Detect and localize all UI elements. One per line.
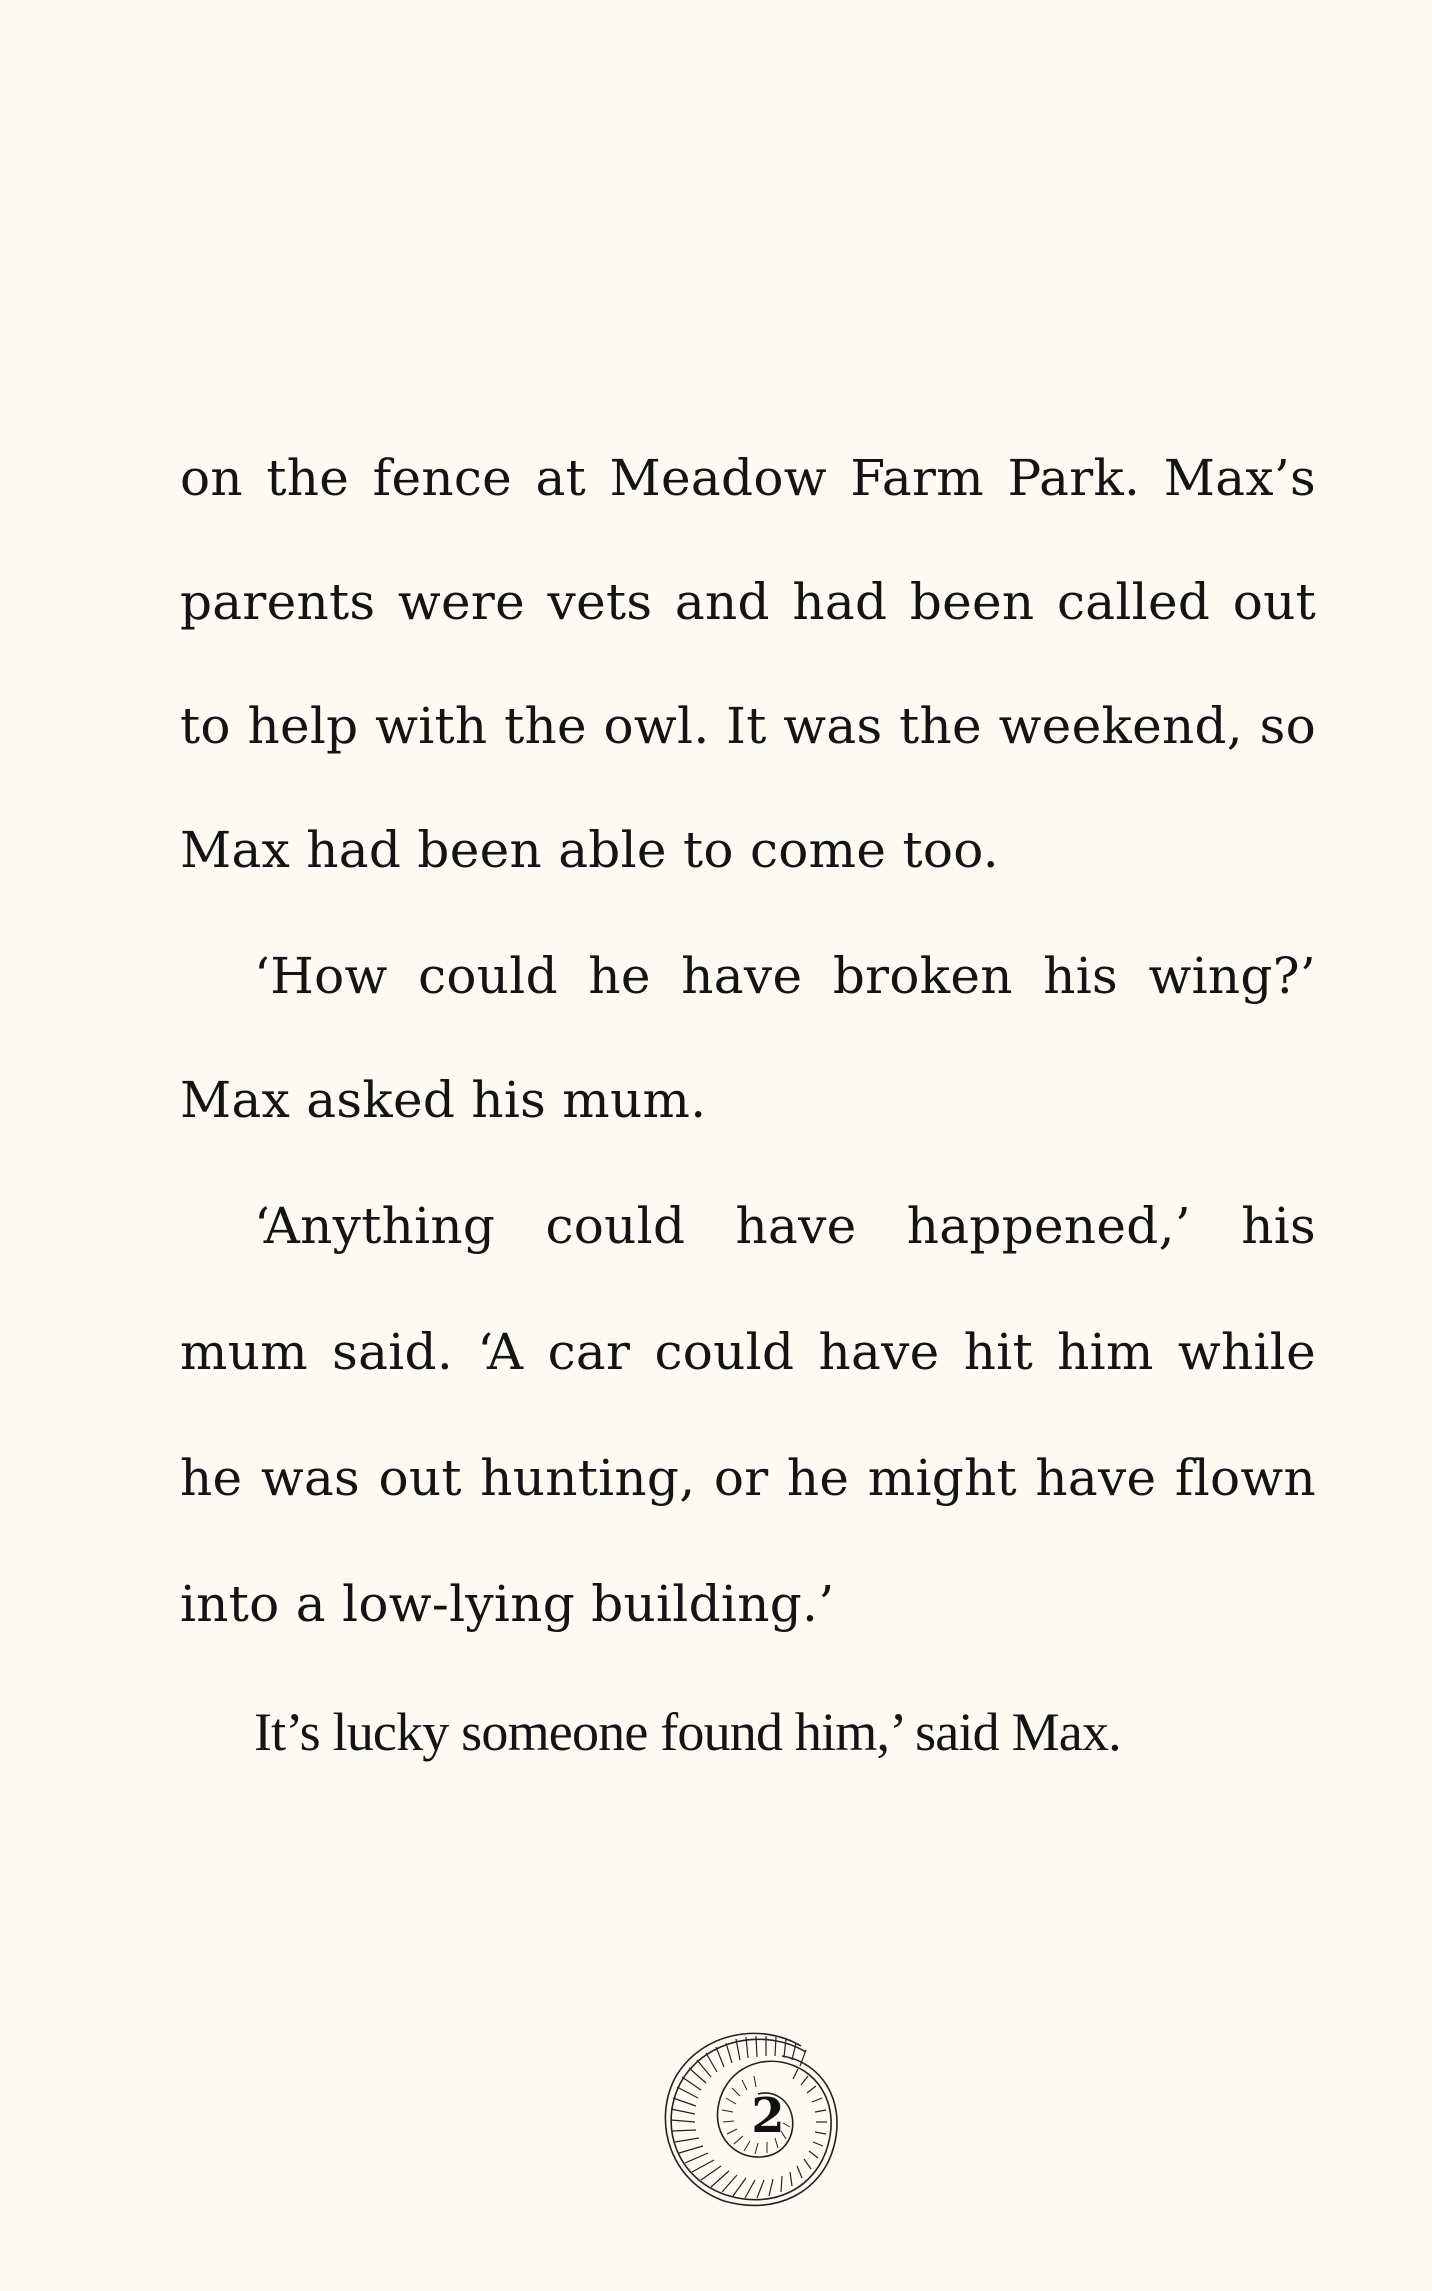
text-line: mum said. ‘A car could have hit him while: [180, 1323, 1316, 1381]
text-line: ‘How could he have broken his wing?’: [254, 947, 1316, 1005]
page-number-badge: [656, 2010, 846, 2210]
text-line: Max had been able to come too.: [180, 821, 999, 879]
text-line: parents were vets and had been called out: [180, 573, 1316, 631]
text-line: It’s lucky someone found him,’ said Max.: [254, 1702, 1121, 1762]
text-line: Max asked his mum.: [180, 1071, 707, 1129]
text-line: on the fence at Meadow Farm Park. Max’s: [180, 449, 1316, 507]
page-number: 2: [751, 2088, 785, 2144]
text-line: ‘Anything could have happened,’ his: [254, 1197, 1316, 1255]
text-line: he was out hunting, or he might have flown: [180, 1449, 1316, 1507]
text-line: to help with the owl. It was the weekend, so: [180, 697, 1316, 755]
text-line: into a low-lying building.’: [180, 1575, 835, 1633]
